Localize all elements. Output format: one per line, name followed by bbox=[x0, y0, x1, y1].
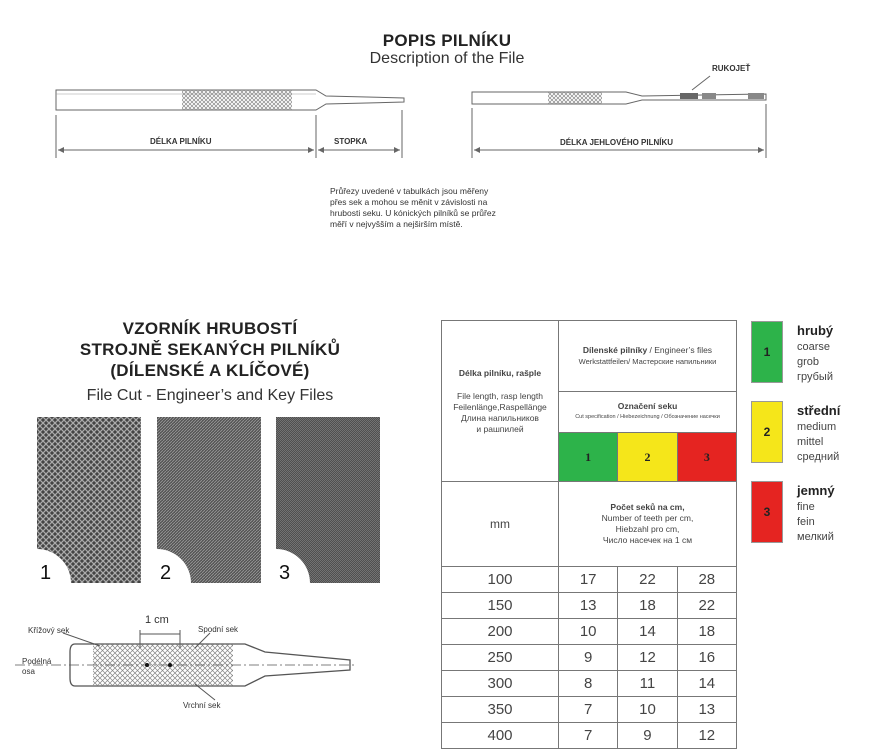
cell-grade-3: 16 bbox=[677, 645, 736, 671]
cell-len: 250 bbox=[442, 645, 559, 671]
legend-translation: грубый bbox=[797, 371, 833, 383]
table-row bbox=[442, 723, 737, 749]
cell-grade-2: 9 bbox=[618, 723, 677, 749]
cell-grade-2: 11 bbox=[618, 671, 677, 697]
sample-number-2: 2 bbox=[160, 562, 172, 584]
legend-translation: fein bbox=[797, 516, 815, 528]
legend-translation: fine bbox=[797, 501, 815, 513]
handle-label: RUKOJEŤ bbox=[712, 64, 751, 73]
cell-grade-1: 7 bbox=[559, 697, 618, 723]
cell-grade-1: 13 bbox=[559, 593, 618, 619]
cell-len: 150 bbox=[442, 593, 559, 619]
file-length-label: DÉLKA PILNÍKU bbox=[150, 137, 212, 146]
engineer-files-header: Dílenské pilníky / Engineer’s files Werkstattfeilen/ Мастерские напильники bbox=[559, 321, 737, 392]
legend-translation: средний bbox=[797, 451, 840, 463]
cell-grade-1: 17 bbox=[559, 567, 618, 593]
cross-cut-label: Křížový sek bbox=[28, 626, 70, 635]
teeth-per-cm-table bbox=[441, 320, 737, 749]
cut-sample-3 bbox=[276, 417, 380, 583]
cell-grade-2: 10 bbox=[618, 697, 677, 723]
cut-sample-2 bbox=[157, 417, 261, 583]
cell-grade-3: 18 bbox=[677, 619, 736, 645]
grade-2-cell: 2 bbox=[618, 433, 677, 482]
legend-translation: мелкий bbox=[797, 531, 834, 543]
cell-grade-2: 18 bbox=[618, 593, 677, 619]
legend-translation: coarse bbox=[797, 341, 831, 353]
cell-len: 300 bbox=[442, 671, 559, 697]
cell-grade-1: 8 bbox=[559, 671, 618, 697]
page-title: POPIS PILNÍKU bbox=[382, 31, 512, 50]
cell-len: 200 bbox=[442, 619, 559, 645]
page-subtitle: Description of the File bbox=[369, 50, 525, 67]
legend-swatch-1: 1 bbox=[751, 321, 783, 383]
cell-grade-1: 9 bbox=[559, 645, 618, 671]
cell-grade-3: 28 bbox=[677, 567, 736, 593]
legend-grade-name: jemný bbox=[797, 483, 835, 498]
sample-number-1: 1 bbox=[40, 562, 52, 584]
cell-grade-1: 10 bbox=[559, 619, 618, 645]
table-row bbox=[442, 697, 737, 723]
legend-swatch-3: 3 bbox=[751, 481, 783, 543]
table-row bbox=[442, 645, 737, 671]
cell-len: 100 bbox=[442, 567, 559, 593]
cell-grade-3: 14 bbox=[677, 671, 736, 697]
upper-cut-label: Vrchní sek bbox=[183, 701, 221, 710]
samples-title: VZORNÍK HRUBOSTÍ STROJNĚ SEKANÝCH PILNÍKŮ (DÍLENSKÉ A KLÍČOVÉ) bbox=[79, 319, 341, 380]
cut-mark-header: Označení seku Cut specification / Hiebezeichnung / Обозначение насечки bbox=[559, 391, 737, 433]
grade-1-cell: 1 bbox=[559, 433, 618, 482]
unit-cell: mm bbox=[442, 482, 559, 567]
table-row bbox=[442, 671, 737, 697]
length-header-cell: Délka pilníku, rašple File length, rasp length Feilenlänge,Raspellänge Длина напильников и рашпилей bbox=[442, 321, 559, 482]
legend-text-2 bbox=[797, 403, 840, 465]
legend-grade-name: hrubý bbox=[797, 323, 834, 338]
cell-len: 350 bbox=[442, 697, 559, 723]
table-row bbox=[442, 593, 737, 619]
grade-3-cell: 3 bbox=[677, 433, 736, 482]
cell-grade-3: 13 bbox=[677, 697, 736, 723]
count-header: Počet seků na cm, Number of teeth per cm, Hiebzahl pro cm, Число насечек на 1 см bbox=[559, 482, 737, 567]
legend-translation: mittel bbox=[797, 436, 824, 448]
legend-swatch-2: 2 bbox=[751, 401, 783, 463]
legend-grade-name: střední bbox=[797, 403, 841, 418]
legend-translation: grob bbox=[797, 356, 820, 368]
table-row bbox=[442, 619, 737, 645]
cross-section-note: Průřezy uvedené v tabulkách jsou měřeny přes sek a mohou se měnit v závislosti na hrubosti seku. U kónických pilníků se průřez měří v nejvyšším a nejširším místě. bbox=[330, 186, 496, 229]
cell-grade-3: 12 bbox=[677, 723, 736, 749]
table-row bbox=[442, 567, 737, 593]
legend-translation: medium bbox=[797, 421, 837, 433]
cell-len: 400 bbox=[442, 723, 559, 749]
cell-grade-2: 14 bbox=[618, 619, 677, 645]
needle-length-label: DÉLKA JEHLOVÉHO PILNÍKU bbox=[560, 138, 674, 147]
samples-subtitle: File Cut - Engineer’s and Key Files bbox=[86, 387, 334, 404]
cell-grade-2: 22 bbox=[618, 567, 677, 593]
lower-cut-label: Spodní sek bbox=[198, 625, 239, 634]
tang-label: STOPKA bbox=[334, 137, 368, 146]
cell-grade-1: 7 bbox=[559, 723, 618, 749]
cell-grade-2: 12 bbox=[618, 645, 677, 671]
axis-label: Podélná osa bbox=[22, 657, 52, 676]
sample-number-3: 3 bbox=[279, 562, 291, 584]
cell-grade-3: 22 bbox=[677, 593, 736, 619]
one-cm-label: 1 cm bbox=[145, 614, 169, 626]
legend-text-3 bbox=[797, 483, 835, 545]
cut-sample-1 bbox=[37, 417, 141, 583]
legend-text-1 bbox=[797, 323, 833, 385]
file-description-diagram bbox=[50, 80, 410, 160]
